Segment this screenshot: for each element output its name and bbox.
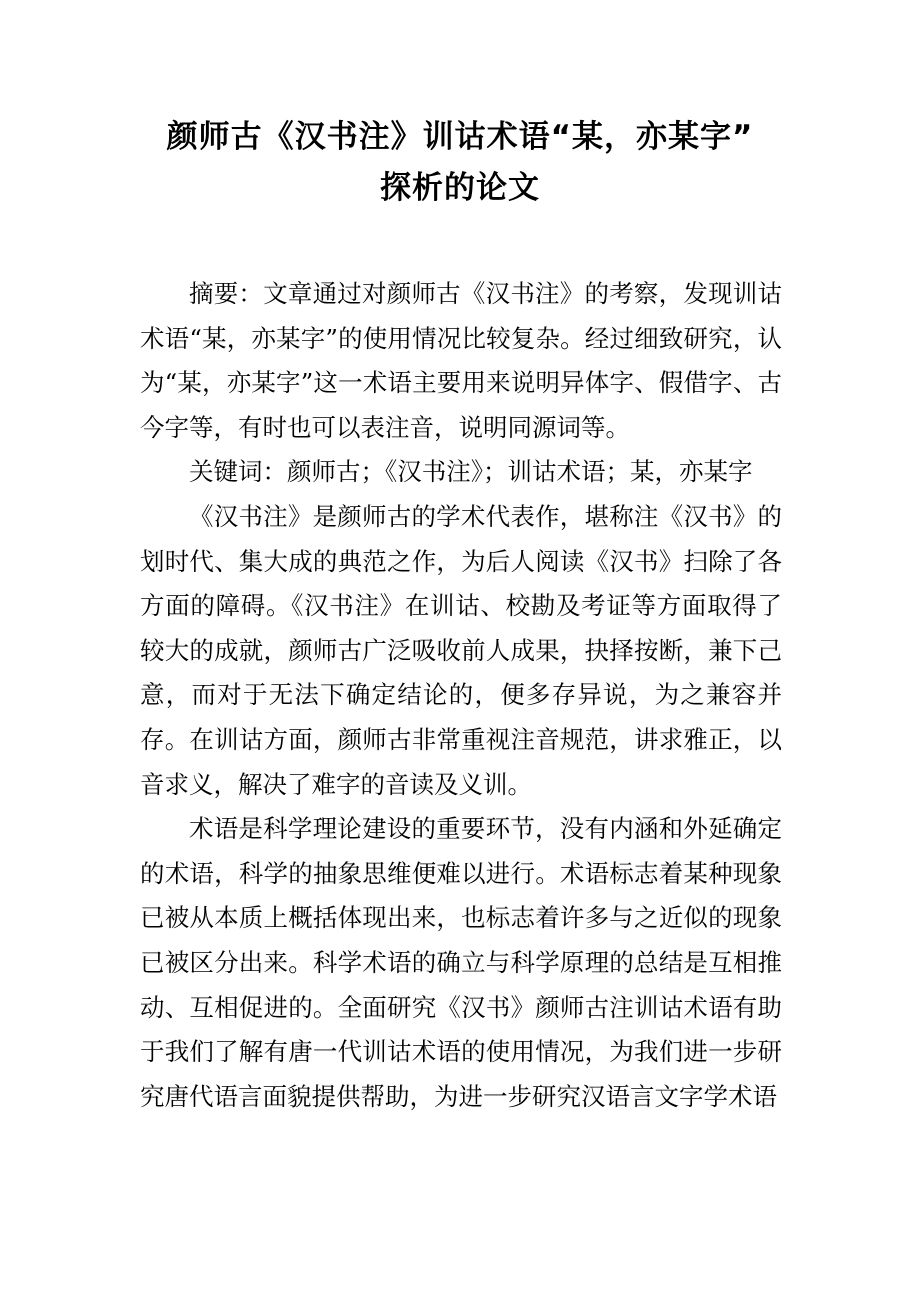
- title-line-2: 探析的论文: [380, 170, 540, 206]
- document-title: [100, 112, 820, 214]
- keywords-paragraph: 关键词：颜师古；《汉书注》；训诂术语；某，亦某字: [189, 457, 753, 487]
- title-line-1: 颜师古《汉书注》训诂术语“某，亦某字”: [166, 119, 754, 155]
- body-paragraph-1: 《汉书注》是颜师古的学术代表作，堪称注《汉书》的划时代、集大成的典范之作，为后人阅读《汉书》扫除了各方面的障碍。《汉书注》在训诂、校勘及考证等方面取得了较大的成就，颜师古广泛吸收前人成果，抉择按断，兼下己意，而对于无法下确定结论的，便多存异说，为之兼容并存。在训诂方面，颜师古非常重视注音规范，讲求雅正，以音求义，解决了难字的音读及义训。: [140, 501, 782, 799]
- document-body: [140, 272, 782, 1119]
- abstract-paragraph: 摘要：文章通过对颜师古《汉书注》的考察，发现训诂术语“某，亦某字”的使用情况比较复杂。经过细致研究，认为“某，亦某字”这一术语主要用来说明异体字、假借字、古今字等，有时也可以表注音，说明同源词等。: [140, 279, 782, 442]
- body-paragraph-2: 术语是科学理论建设的重要环节，没有内涵和外延确定的术语，科学的抽象思维便难以进行。术语标志着某种现象已被从本质上概括体现出来，也标志着许多与之近似的现象已被区分出来。科学术语的确立与科学原理的总结是互相推动、互相促进的。全面研究《汉书》颜师古注训诂术语有助于我们了解有唐一代训诂术语的使用情况，为我们进一步研究唐代语言面貌提供帮助，为进一步研究汉语言文字学术语: [140, 814, 782, 1111]
